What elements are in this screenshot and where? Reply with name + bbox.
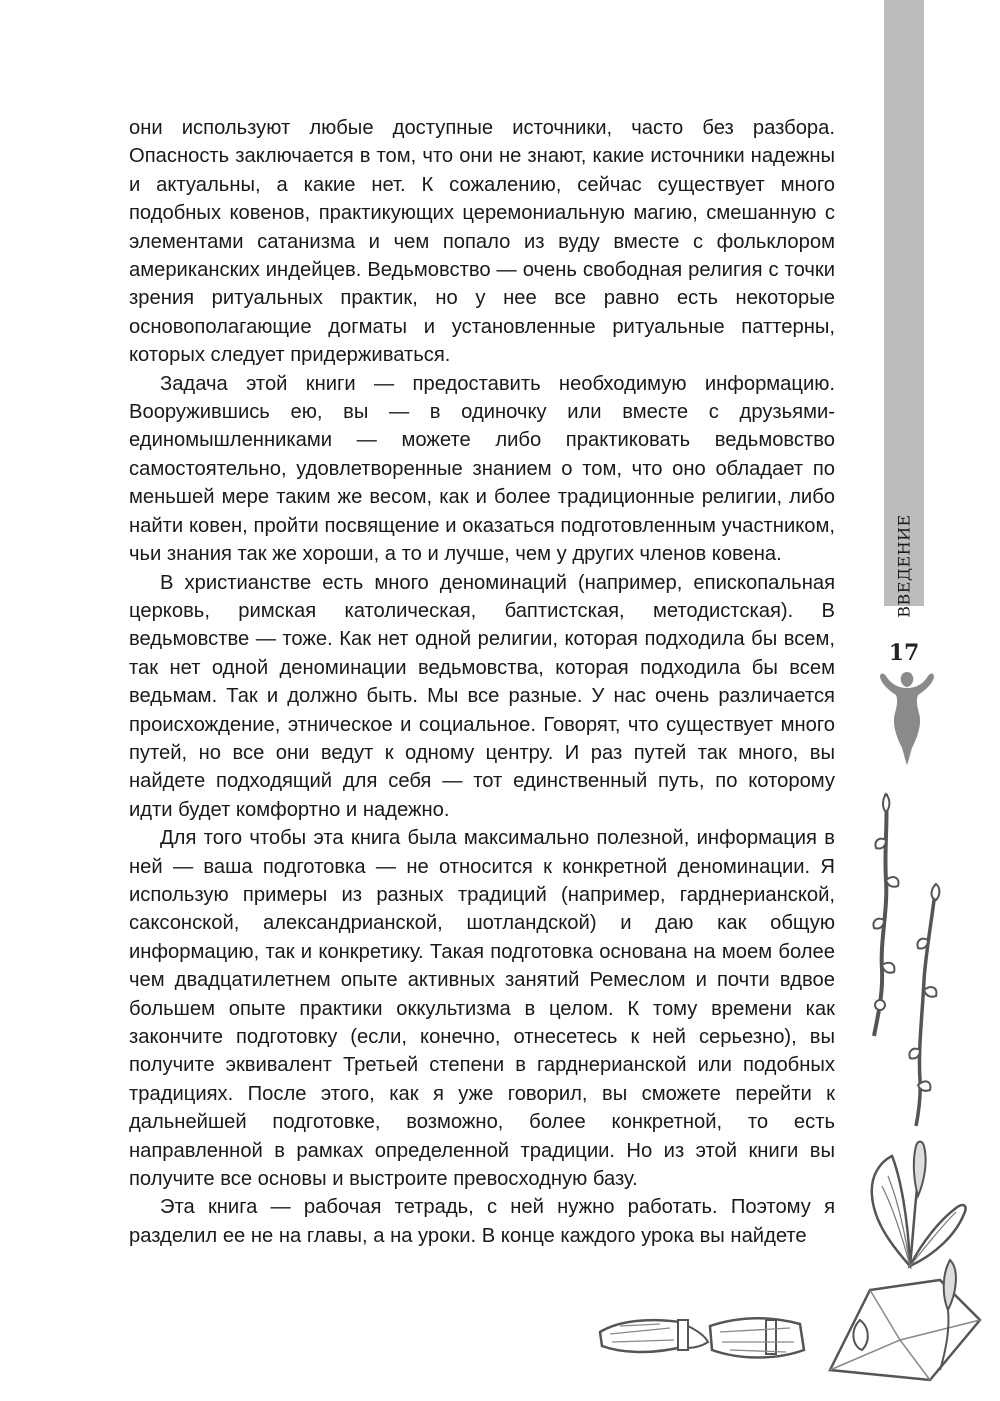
body-text [129, 114, 835, 1250]
paragraph: В христианстве есть много деноминаций (например, епископальная церковь, римская католическая, баптистская, методистская). В ведьмовстве — тоже. Как нет одной религии, которая подходила бы всем, так нет одной деноминации ведьмовства, которая подходила бы всем ведьмам. Так и должно быть. Мы все разные. У нас очень различается происхождение, этническое и социальное. Говорят, что существует много путей, но все они ведут к одному центру. И раз путей так много, вы найдете подходящий для себя — тот единственный путь, по которому идти будет комфортно и надежно. [129, 571, 835, 821]
paragraph: Задача этой книги — предоставить необходимую информацию. Вооружившись ею, вы — в одиночку или вместе с друзьями-единомышленниками — можете либо практиковать ведьмовство самостоятельно, удовлетворенные знанием о том, что оно обладает по меньшей мере таким же весом, как и более традиционные религии, либо найти ковен, пройти посвящение и оказаться подготовленным участником, чьи знания так же хороши, а то и лучше, чем у других членов ковена. [129, 372, 835, 566]
sage-bundle-illustration [590, 1292, 820, 1382]
paragraph: они используют любые доступные источники, часто без разбора. Опасность заключается в том, что они не знают, какие источники надежны и актуальны, а какие нет. К сожалению, сейчас существует много подобных ковенов, практикующих церемониальную магию, смешанную с элементами сатанизма и чем попало из вуду вместе с фольклором американских индейцев. Ведьмовство — очень свободная религия с точки зрения ритуальных практик, но у нее все равно есть некоторые основополагающие догматы и установленные ритуальные паттерны, которых следует придерживаться. [129, 117, 835, 367]
paragraph: Эта книга — рабочая тетрадь, с ней нужно работать. Поэтому я разделил ее не на главы, а на уроки. В конце каждого урока вы найдете [129, 1196, 835, 1247]
crystal-flower-illustration [810, 1250, 990, 1390]
chapter-tab-label: ВВЕДЕНИЕ [894, 514, 914, 618]
flowering-twig-illustration [896, 880, 956, 1130]
goddess-figure-icon [876, 668, 938, 768]
paragraph: Для того чтобы эта книга была максимально полезной, информация в ней — ваша подготовка — не относится к конкретной деноминации. Я использую примеры из разных традиций (например, гарднерианской, саксонской, александрианской, шотландской) и даю как общую информацию, так и конкретику. Такая подготовка основана на моем более чем двадцатилетнем опыте активных занятий Ремеслом и почти вдвое большем опыте практики оккультизма в целом. К тому времени как закончите подготовку (если, конечно, отнесетесь к ней серьезно), вы получите эквивалент Третьей степени в гарднерианской или подобных традициях. После этого, как я уже говорил, вы сможете перейти к дальнейшей подготовке, возможно, более конкретной, то есть направленной в рамках определенной традиции. Но из этой книги вы получите все основы и выстроите превосходную базу. [129, 827, 835, 1191]
page-number: 17 [888, 640, 920, 666]
